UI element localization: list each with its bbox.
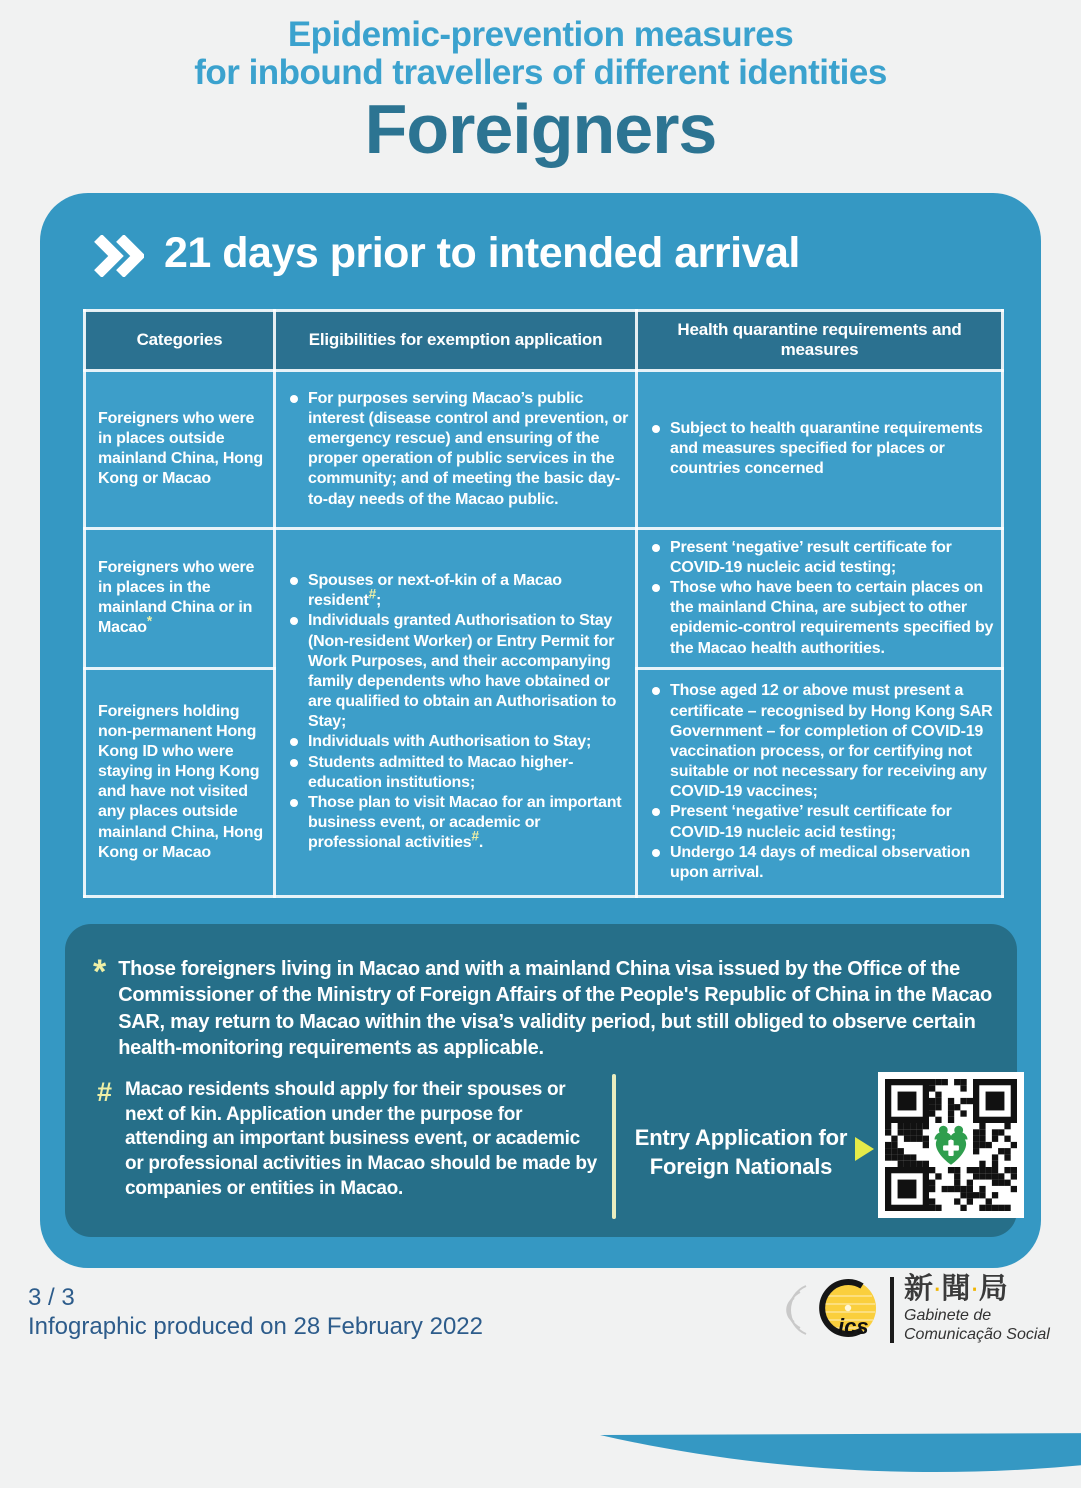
- page-title-line1: Epidemic-prevention measures: [287, 15, 794, 54]
- bullet-icon: [652, 808, 660, 816]
- list-item: [648, 578, 995, 659]
- table-header-row: [85, 311, 1003, 371]
- list-item-text: Undergo 14 days of medical observation upon arrival.: [670, 843, 971, 881]
- health-cell: [637, 528, 1003, 668]
- section-heading-text: 21 days prior to intended arrival: [164, 229, 800, 277]
- logo-divider: [890, 1277, 894, 1343]
- main-card: [40, 193, 1041, 1268]
- asterisk-text: Those foreigners living in Macao and with a mainland China visa issued by the Office of the Commissioner of the Ministry of Foreign Affairs of the People's Republic of China in the Macao SAR, may return to Macao within the visa’s validity period, but still obliged to observe certain health-monitoring requirements as applicable.: [118, 958, 992, 1060]
- bullet-icon: [652, 849, 660, 857]
- list-item-text: Present ‘negative’ result certificate for COVID-19 nucleic acid testing;: [670, 538, 952, 576]
- list-item-text: Present ‘negative’ result certificate for COVID-19 nucleic acid testing;: [670, 803, 952, 841]
- list-item-text: Students admitted to Macao higher-education institutions;: [308, 753, 574, 791]
- bullet-icon: [290, 617, 298, 625]
- footnote-asterisk: [93, 953, 993, 1062]
- list-item: [286, 732, 630, 752]
- bullet-icon: [290, 395, 298, 403]
- eligibility-cell: [275, 370, 637, 528]
- list-item-text: Individuals granted Authorisation to Stay (Non-resident Worker) or Entry Permit for Work Purposes, and their accompanying family dependents who have obtained or are qualified to obtain an Authorisation to Stay;: [308, 612, 617, 731]
- page-title-line2: for inbound travellers of different identities: [194, 52, 887, 92]
- eligibility-cell: [275, 528, 637, 896]
- page-title-main: Foreigners: [364, 89, 717, 168]
- gcs-logo-text: [904, 1275, 1050, 1345]
- bullet-icon: [290, 738, 298, 746]
- svg-text:ics: ics: [838, 1314, 869, 1339]
- footnote-marker: *: [146, 614, 152, 630]
- list-item: [648, 538, 995, 578]
- list-item-text: Individuals with Authorisation to Stay;: [308, 733, 592, 751]
- bullet-icon: [652, 584, 660, 592]
- bullet-icon: [290, 577, 298, 585]
- footnote-marker: #: [471, 828, 479, 844]
- health-list: [648, 681, 995, 883]
- asterisk-marker: *: [93, 953, 107, 991]
- gcs-chinese-name: 新‧聞‧局: [904, 1273, 1009, 1306]
- col-header-health: Health quarantine requirements and measures: [637, 311, 1003, 371]
- produced-date: Infographic produced on 28 February 2022: [28, 1313, 483, 1341]
- footer-info: [28, 1283, 483, 1342]
- arrow-right-icon: [855, 1137, 874, 1161]
- gcs-portuguese-name: Gabinete de Comunicação Social: [904, 1307, 1050, 1343]
- entry-application-label: [625, 1124, 857, 1181]
- health-bureau-logo-icon: [929, 1123, 973, 1167]
- entry-label-line1: Entry Application for: [634, 1125, 848, 1150]
- list-item-text: Those aged 12 or above must present a certificate – recognised by Hong Kong SAR Government – for completion of COVID-19 vaccination process, or for certifying not suitable or not necessary for receiving any COVID-19 vaccines;: [670, 682, 993, 801]
- hash-text: Macao residents should apply for their spouses or next of kin. Application under the purpose for attending an important business event, or academic or professional activities in Macao should be made by companies or entities in Macao.: [125, 1079, 597, 1199]
- list-item-text: Spouses or next-of-kin of a Macao resident#;: [308, 572, 562, 610]
- list-item: [648, 802, 995, 842]
- qr-code[interactable]: [878, 1072, 1024, 1218]
- eligibility-list: [286, 389, 630, 510]
- page-header: [0, 0, 1081, 168]
- list-item-text: Those plan to visit Macao for an important business event, or academic or professional activities#.: [308, 793, 622, 852]
- list-item: [648, 843, 995, 883]
- category-cell: Foreigners who were in places in the mainland China or in Macao*: [85, 528, 275, 668]
- footnote-hash: [97, 1078, 602, 1201]
- vertical-divider: [612, 1074, 616, 1219]
- bullet-icon: [290, 799, 298, 807]
- category-cell: Foreigners holding non-permanent Hong Kong ID who were staying in Hong Kong and have not visited any places outside mainland China, Hong Kong or Macao: [85, 668, 275, 896]
- gcs-logo: [786, 1272, 1076, 1348]
- eligibility-list: [286, 571, 630, 853]
- health-cell: [637, 668, 1003, 896]
- bullet-icon: [652, 425, 660, 433]
- bullet-icon: [652, 544, 660, 552]
- health-list: [648, 538, 995, 659]
- table-row: [85, 528, 1003, 668]
- measures-table: [83, 309, 1004, 898]
- list-item: [286, 571, 630, 611]
- gcs-emblem-icon: [786, 1272, 882, 1348]
- list-item: [286, 793, 630, 853]
- list-item: [286, 753, 630, 793]
- entry-label-line2: Foreign Nationals: [649, 1153, 833, 1179]
- footnote-marker: #: [368, 586, 377, 602]
- section-heading: [92, 229, 800, 278]
- card-swoosh-decoration: [600, 1433, 1081, 1488]
- health-list: [648, 419, 995, 479]
- footnote-box: [65, 924, 1017, 1237]
- table-row: [85, 370, 1003, 528]
- col-header-categories: Categories: [85, 311, 275, 371]
- double-chevron-icon: [92, 235, 144, 277]
- page-indicator: 3 / 3: [28, 1284, 75, 1311]
- list-item: [648, 419, 995, 479]
- list-item-text: For purposes serving Macao’s public interest (disease control and prevention, or emergency rescue) and ensuring of the proper operation of public services in the community; and of meeting the basic day-to-day needs of the Macao public.: [308, 389, 629, 508]
- health-cell: [637, 370, 1003, 528]
- category-cell: Foreigners who were in places outside mainland China, Hong Kong or Macao: [85, 370, 275, 528]
- bullet-icon: [290, 759, 298, 767]
- list-item: [286, 611, 630, 732]
- hash-marker: #: [97, 1077, 113, 1107]
- col-header-eligibilities: Eligibilities for exemption application: [275, 311, 637, 371]
- list-item-text: Those who have been to certain places on the mainland China, are subject to other epidemic-control requirements specified by the Macao health authorities.: [670, 579, 994, 657]
- list-item: [286, 389, 630, 510]
- bullet-icon: [652, 687, 660, 695]
- list-item-text: Subject to health quarantine requirements and measures specified for places or countries concerned: [670, 420, 983, 478]
- list-item: [648, 681, 995, 802]
